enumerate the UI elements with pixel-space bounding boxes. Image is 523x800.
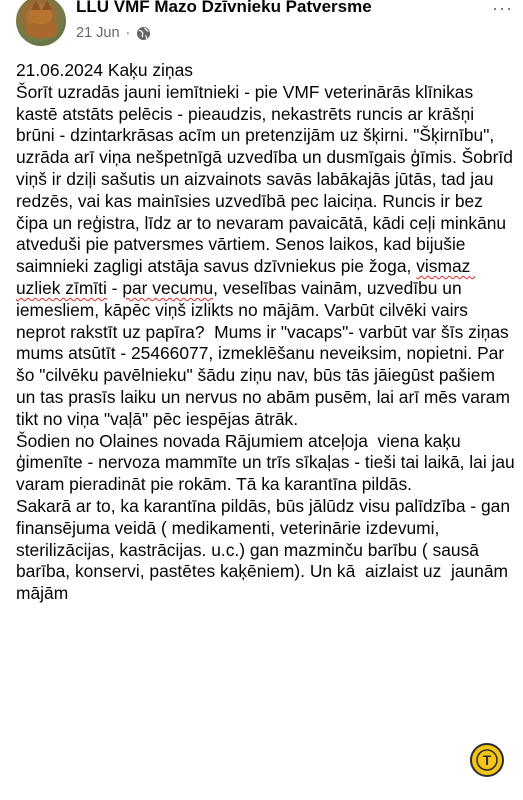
avatar-dog-ear-left <box>31 0 41 10</box>
paragraph-1-text-b: , veselības vainām, uzvedību un iemesliem, kāpēc viņš izlikts no mājām. Varbūt cilvēki vairs neprot rakstīt uz papīra? Mums ir "vacaps"- varbūt var šīs ziņas mums atsūtīt - 25466077, izmeklēšanu neveiksim, nopietni. Par šo "cilvēku pavēlnieku" šādu ziņu nav, būs tās jāiegūst pašiem un tas prasīs laiku un nervus no abām pusēm, lai arī mēs varam tikt no viņa "vaļā" pēc iespējas ātrāk. <box>16 277 515 429</box>
post-meta <box>76 25 151 41</box>
paragraph-1-text-a: Šorīt uzradās jauni iemītnieki - pie VMF veterinārās klīnikas kastē atstāts pelēcis - pieaudzis, nekastrēts runcis ar krāšņi brūni - dzintarkrāsas acīm un pretenzijām uz šķirni. "Šķirnību", uzrāda arī viņa nešpetnīgā uzvedība un dusmīgais ģīmis. Šobrīd viņš ir dziļi sašutis un aizvainots savās labākajās jūtās, tad jau redzēs, vai kas mainīsies uzvedībā pec laiciņa. Runcis ir bez čipa un reģistra, līdz ar to nevaram pavaicātā, kādi ceļi minkānu atveduši pie patversmes vārtiem. Senos laikos, kad bijušie saimnieki zagligi atstāja savus dzīvniekus pie žoga, <box>16 81 518 277</box>
more-options-button[interactable]: ··· <box>492 0 513 18</box>
paragraph-1-dash: - <box>106 277 123 298</box>
page-avatar[interactable] <box>16 0 66 46</box>
post-paragraph-1 <box>16 82 516 431</box>
avatar-dog-body <box>26 22 58 38</box>
post-heading-line: 21.06.2024 Kaķu ziņas <box>16 60 193 80</box>
post-date[interactable]: 21 Jun <box>76 25 120 41</box>
avatar-dog-ear-right <box>42 0 52 10</box>
floating-translate-badge[interactable] <box>470 743 504 777</box>
spellcheck-underline-2: par vecumu <box>122 277 214 298</box>
page-name-link[interactable]: LLU VMF Mazo Dzīvnieku Patversme <box>76 0 372 16</box>
post-header <box>0 0 523 56</box>
meta-separator: · <box>125 25 131 41</box>
post-paragraph-2: Šodien no Olaines novada Rājumiem atceļoja viena kaķu ģimenīte - nervoza mammīte un trīs sīkaļas - tieši tai laikā, lai jau varam pieradināt pie rokām. Tā ka karantīna pildās. <box>16 430 520 495</box>
spellcheck-underline-1: vismaz uzliek zīmīti <box>16 256 476 298</box>
badge-label: T <box>482 752 492 768</box>
t-icon <box>475 748 499 772</box>
globe-icon[interactable] <box>136 26 151 41</box>
post-paragraph-3: Sakarā ar to, ka karantīna pildās, būs jālūdz visu palīdzība - gan finansējuma veidā ( medikamenti, veterinārie izdevumi, sterilizācijas, kastrācijas. u.c.) gan mazminču barību ( sausā barība, konservi, pastētes kaķēniem). Un kā aizlaist uz jaunām mājām <box>16 495 515 604</box>
post-body <box>16 60 520 605</box>
